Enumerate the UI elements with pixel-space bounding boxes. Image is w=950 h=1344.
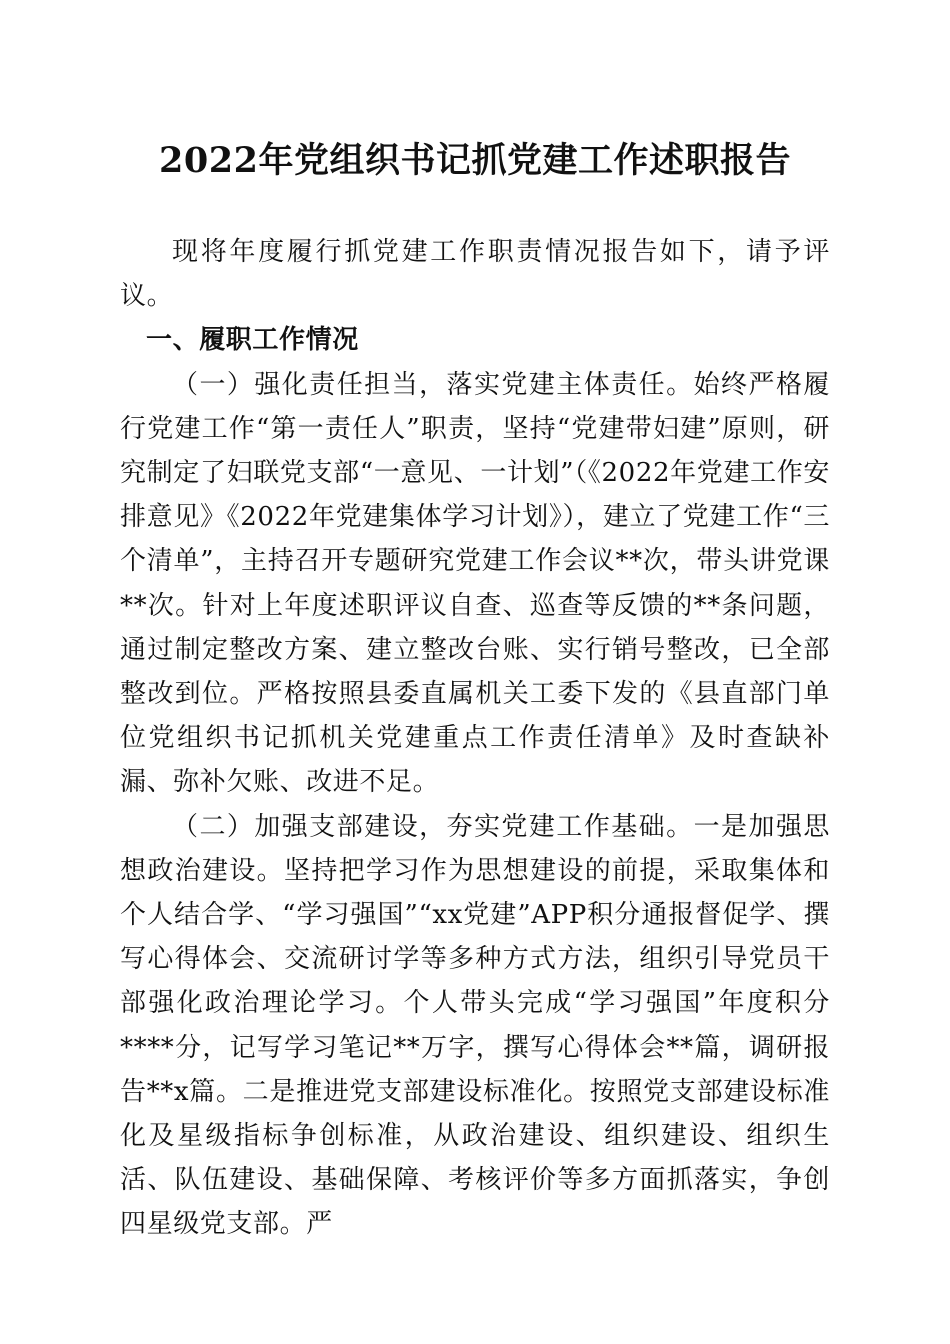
intro-paragraph: 现将年度履行抓党建工作职责情况报告如下，请予评议。 [120,237,830,312]
document-title: 2022年党组织书记抓党建工作述职报告 [159,140,791,181]
document-body [120,230,830,1247]
section-heading: 一、履职工作情况 [146,325,359,356]
body-paragraph: （一）强化责任担当，落实党建主体责任。始终严格履行党建工作“第一责任人”职责，坚持“党建带妇建”原则，研究制定了妇联党支部“一意见、一计划”（《2022年党建工作安排意见》《2022年党建集体学习计划》），建立了党建工作“三个清单”，主持召开专题研究党建工作会议**次，带头讲党课**次。针对上年度述职评议自查、巡查等反馈的**条问题，通过制定整改方案、建立整改台账、实行销号整改，已全部整改到位。严格按照县委直属机关工委下发的《县直部门单位党组织书记抓机关党建重点工作责任清单》及时查缺补漏、弥补欠账、改进不足。 [120,369,830,798]
body-paragraph: （二）加强支部建设，夯实党建工作基础。一是加强思想政治建设。坚持把学习作为思想建设的前提，采取集体和个人结合学、“学习强国”“xx党建”APP积分通报督促学、撰写心得体会、交流研讨学等多种方式方法，组织引导党员干部强化政治理论学习。个人带头完成“学习强国”年度积分****分，记写学习笔记**万字，撰写心得体会**篇，调研报告**x篇。二是推进党支部建设标准化。按照党支部建设标准化及星级指标争创标准，从政治建设、组织建设、组织生活、队伍建设、基础保障、考核评价等多方面抓落实，争创四星级党支部。严 [120,811,830,1240]
